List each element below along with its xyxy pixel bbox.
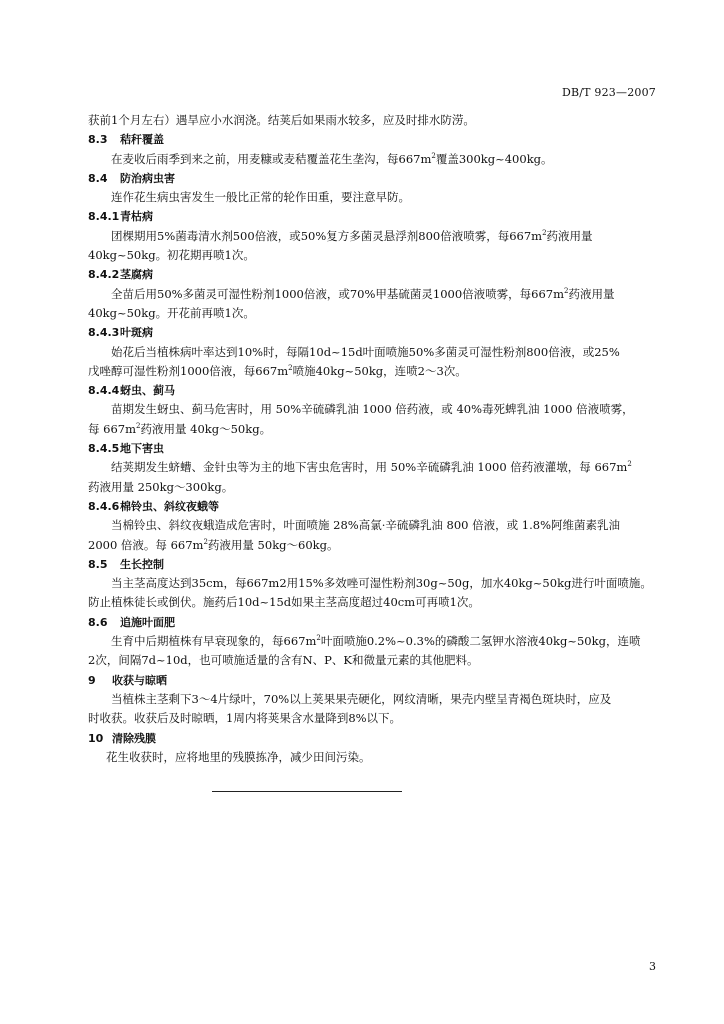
section-title: 茎腐病 [120,268,153,282]
section-number: 8.3 [88,133,108,147]
paragraph [88,227,660,246]
paragraph-continuation: 药液用量 250kg～300kg。 [88,479,234,494]
text-run: 全苗后用50%多菌灵可湿性粉剂1000倍液，或70%甲基硫菌灵1000倍液喷雾，每667m [111,286,565,301]
section-heading-8-4-2 [88,265,660,284]
section-number: 8.6 [88,615,108,629]
paragraph-continuation: 时收获。收获后及时晾晒，1周内将荚果含水量降到8%以下。 [88,711,402,726]
paragraph [88,150,660,169]
paragraph [88,285,660,304]
superscript: 2 [316,634,321,643]
section-heading-8-4-6 [88,497,660,516]
text-run: 药液用量 [568,286,615,301]
section-number: 10 [88,731,104,745]
text-run: 药液用量 40kg～50kg。 [140,421,272,436]
text-run: 在麦收后雨季到来之前，用麦糠或麦秸覆盖花生垄沟，每667m [111,151,432,166]
section-number: 8.4.5 [88,442,120,456]
text-run: 药液用量 [546,228,593,243]
paragraph: 获前1个月左右）遇旱应小水润浇。结荚后如果雨水较多，应及时排水防涝。 [88,113,475,127]
document-body [88,111,660,767]
paragraph: 苗期发生蚜虫、蓟马危害时，用 50%辛硫磷乳油 1000 倍药液，或 40%毒死蜱乳油 1000 倍液喷雾， [111,402,634,417]
section-heading-8-4-4 [88,381,660,400]
text-run: 戊唑醇可湿性粉剂1000倍液，每667m [88,363,289,378]
superscript: 2 [431,151,436,160]
text-run: 结荚期发生蛴螬、金针虫等为主的地下害虫危害时，用 50%辛硫磷乳油 1000 倍药液灌墩，每 667m [111,460,628,475]
section-title: 青枯病 [120,210,153,224]
section-title: 防治病虫害 [120,171,175,185]
end-of-document-rule [212,791,402,792]
paragraph: 当棉铃虫、斜纹夜蛾造成危害时，叶面喷施 28%高氯·辛硫磷乳油 800 倍液，或 1.8%阿维菌素乳油 [111,518,620,533]
text-run: 覆盖300kg~400kg。 [435,151,553,166]
section-title: 追施叶面肥 [120,615,175,629]
superscript: 2 [136,421,141,430]
text-run: 团棵期用5%菌毒清水剂500倍液，或50%复方多菌灵悬浮剂800倍液喷雾，每667m [111,228,543,243]
section-title: 收获与晾晒 [112,673,167,687]
section-number: 8.4.2 [88,268,120,282]
text-run: 2000 倍液。每 667m [88,537,204,552]
section-heading-8-6 [88,613,660,632]
paragraph-continuation: 防止植株徒长或倒伏。施药后10d~15d如果主茎高度超过40cm可再喷1次。 [88,595,480,610]
paragraph-continuation [88,362,660,381]
section-number: 8.5 [88,557,108,571]
paragraph: 当植株主茎剩下3～4片绿叶，70%以上荚果果壳硬化，网纹清晰，果壳内壁呈青褐色斑块时，应及 [111,691,612,706]
section-heading-8-5 [88,555,660,574]
section-title: 叶斑病 [120,326,153,340]
paragraph [88,458,660,477]
section-heading-8-3 [88,130,660,149]
paragraph-continuation: 2次，间隔7d~10d，也可喷施适量的含有N、P、K和微量元素的其他肥料。 [88,653,479,668]
paragraph-continuation: 40kg~50kg。初花期再喷1次。 [88,248,255,263]
section-number: 8.4 [88,171,108,185]
superscript: 2 [288,364,293,373]
section-number: 8.4.1 [88,210,120,224]
section-heading-10 [88,729,660,748]
superscript: 2 [542,228,547,237]
paragraph: 连作花生病虫害发生一般比正常的轮作田重，要注意早防。 [111,190,410,205]
paragraph: 始花后当植株病叶率达到10%时，每隔10d~15d叶面喷施50%多菌灵可湿性粉剂800倍液，或25% [111,344,620,359]
paragraph [88,632,660,651]
section-title: 蚜虫、蓟马 [120,384,175,398]
paragraph: 花生收获时，应将地里的残膜拣净，减少田间污染。 [106,749,371,764]
section-heading-9 [88,671,660,690]
text-run: 生育中后期植株有早衰现象的，每667m [111,634,317,649]
section-title: 棉铃虫、斜纹夜蛾等 [120,499,219,513]
section-number: 8.4.3 [88,326,120,340]
section-heading-8-4-5 [88,439,660,458]
section-heading-8-4-1 [88,207,660,226]
text-run: 药液用量 50kg～60kg。 [207,537,339,552]
section-title: 清除残膜 [112,731,156,745]
section-title: 生长控制 [120,557,164,571]
superscript: 2 [627,460,632,469]
paragraph: 当主茎高度达到35cm，每667m2用15%多效唑可湿性粉剂30g~50g，加水40kg~50kg进行叶面喷施。 [111,576,652,591]
section-heading-8-4 [88,169,660,188]
section-title: 地下害虫 [120,442,164,456]
section-title: 秸秆覆盖 [120,133,164,147]
section-heading-8-4-3 [88,323,660,342]
superscript: 2 [564,286,569,295]
paragraph-continuation [88,420,660,439]
paragraph-continuation [88,536,660,555]
paragraph-continuation: 40kg~50kg。开花前再喷1次。 [88,305,255,320]
page-number: 3 [649,960,656,973]
section-number: 9 [88,673,96,687]
section-number: 8.4.4 [88,384,120,398]
text-run: 叶面喷施0.2%~0.3%的磷酸二氢钾水溶液40kg~50kg，连喷 [320,634,641,649]
text-run: 每 667m [88,421,137,436]
superscript: 2 [203,537,208,546]
standard-number: DB/T 923—2007 [561,86,656,99]
text-run: 喷施40kg~50kg，连喷2～3次。 [292,363,467,378]
section-number: 8.4.6 [88,499,120,513]
